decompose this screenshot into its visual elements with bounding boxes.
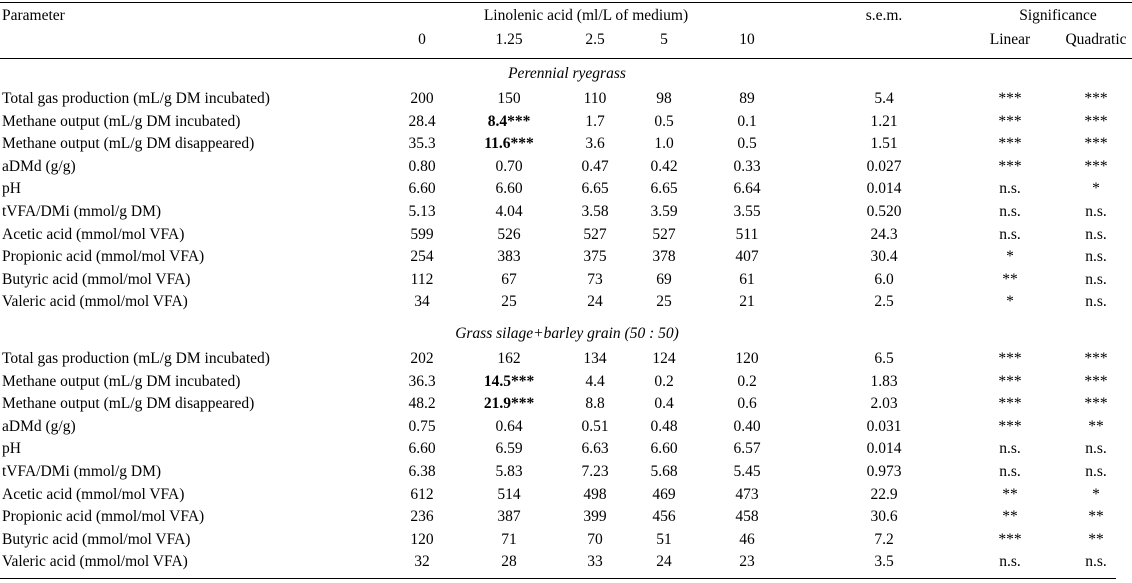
row-value: 0.75	[408, 417, 436, 435]
row-value: 0.47	[581, 157, 609, 175]
row-sem: 1.51	[870, 135, 898, 153]
row-value: 378	[652, 248, 676, 266]
row-parameter: Propionic acid (mmol/mol VFA)	[2, 248, 205, 266]
row-value: 0.40	[733, 417, 761, 435]
row-parameter: aDMd (g/g)	[2, 157, 76, 175]
row-linear-significance: **	[1002, 508, 1018, 526]
row-quadratic-significance: n.s.	[1085, 203, 1107, 220]
row-quadratic-significance: n.s.	[1085, 270, 1107, 288]
row-value: 0.1	[737, 112, 757, 130]
row-parameter: Total gas production (mL/g DM incubated)	[2, 90, 270, 107]
row-quadratic-significance: ***	[1084, 395, 1108, 413]
row-value: 28.4	[408, 112, 436, 130]
row-value: 0.70	[495, 157, 523, 175]
dose-header: 1.25	[495, 31, 523, 48]
row-value: 5.13	[408, 203, 436, 220]
top-rule	[0, 2, 1132, 3]
dose-header: 10	[739, 31, 755, 48]
row-value: 399	[583, 508, 607, 526]
row-linear-significance: n.s.	[999, 553, 1021, 571]
row-value: 5.45	[733, 463, 761, 480]
row-value: 599	[410, 225, 434, 243]
row-value: 71	[501, 530, 517, 548]
row-quadratic-significance: ***	[1084, 157, 1108, 175]
row-value: 514	[497, 485, 521, 503]
row-value: 236	[410, 508, 434, 526]
row-quadratic-significance: ***	[1084, 135, 1108, 153]
row-value: 1.7	[585, 112, 605, 130]
section-title	[508, 66, 626, 82]
row-value: 200	[410, 90, 434, 107]
row-sem: 0.014	[866, 180, 902, 198]
row-value: 473	[735, 485, 759, 503]
row-sem: 22.9	[870, 485, 898, 503]
row-value: 6.65	[581, 180, 609, 198]
row-value: 70	[587, 530, 603, 548]
bottom-rule	[0, 578, 1116, 579]
row-value: 469	[652, 485, 676, 503]
row-quadratic-significance: n.s.	[1085, 248, 1107, 266]
row-value: 35.3	[408, 135, 436, 153]
row-value: 5.83	[495, 463, 523, 480]
row-value: 458	[735, 508, 759, 526]
row-linear-significance: **	[1002, 270, 1018, 288]
section-title-main: Grass silage+barley grain	[455, 325, 625, 342]
row-sem: 6.0	[874, 270, 894, 288]
row-value: 0.5	[654, 112, 674, 130]
row-parameter: Methane output (mL/g DM incubated)	[2, 372, 241, 390]
row-sem: 30.6	[870, 508, 898, 526]
row-value: 36.3	[408, 372, 436, 390]
row-sem: 5.4	[874, 90, 894, 107]
row-parameter: Butyric acid (mmol/mol VFA)	[2, 530, 191, 548]
row-quadratic-significance: **	[1088, 417, 1104, 435]
row-sem: 0.520	[866, 203, 902, 220]
section-title-main: Perennial ryegrass	[508, 65, 626, 82]
row-value: 498	[583, 485, 607, 503]
row-linear-significance: ***	[998, 395, 1022, 413]
row-quadratic-significance: n.s.	[1085, 293, 1107, 311]
row-value: 89	[739, 90, 755, 107]
row-quadratic-significance: n.s.	[1085, 553, 1107, 571]
row-linear-significance: **	[1002, 485, 1018, 503]
row-value: 3.59	[650, 203, 678, 220]
row-linear-significance: ***	[998, 417, 1022, 435]
row-value: 6.65	[650, 180, 678, 198]
row-parameter: Methane output (mL/g DM disappeared)	[2, 395, 255, 413]
row-sem: 0.014	[866, 440, 902, 458]
section-title	[455, 326, 679, 342]
row-quadratic-significance: ***	[1084, 90, 1108, 107]
row-linear-significance: ***	[998, 112, 1022, 130]
row-value: 25	[501, 293, 517, 311]
row-value: 8.4***	[487, 112, 531, 130]
row-value: 612	[410, 485, 434, 503]
row-sem: 0.973	[866, 463, 902, 480]
row-parameter: aDMd (g/g)	[2, 417, 76, 435]
row-value: 124	[652, 350, 676, 367]
row-sem: 1.83	[870, 372, 898, 390]
header-parameter: Parameter	[2, 7, 65, 24]
row-value: 0.2	[737, 372, 757, 390]
row-linear-significance: ***	[998, 530, 1022, 548]
row-value: 23	[739, 553, 755, 571]
row-value: 48.2	[408, 395, 436, 413]
row-value: 526	[497, 225, 521, 243]
row-quadratic-significance: *	[1092, 180, 1100, 198]
row-value: 0.48	[650, 417, 678, 435]
row-parameter: Valeric acid (mmol/mol VFA)	[2, 553, 188, 571]
row-value: 0.4	[654, 395, 674, 413]
row-value: 46	[739, 530, 755, 548]
row-linear-significance: n.s.	[999, 203, 1021, 220]
row-parameter: Valeric acid (mmol/mol VFA)	[2, 293, 188, 311]
row-sem: 6.5	[874, 350, 894, 367]
row-parameter: Butyric acid (mmol/mol VFA)	[2, 270, 191, 288]
row-sem: 24.3	[870, 225, 898, 243]
row-sem: 2.03	[870, 395, 898, 413]
row-linear-significance: ***	[998, 90, 1022, 107]
header-sem: s.e.m.	[865, 7, 903, 24]
row-parameter: Acetic acid (mmol/mol VFA)	[2, 225, 185, 243]
row-value: 0.51	[581, 417, 609, 435]
row-value: 6.60	[495, 180, 523, 198]
row-value: 0.33	[733, 157, 761, 175]
row-linear-significance: n.s.	[999, 463, 1021, 480]
row-value: 0.2	[654, 372, 674, 390]
row-sem: 2.5	[874, 293, 894, 311]
row-value: 110	[583, 90, 607, 107]
row-value: 120	[735, 350, 759, 367]
row-value: 6.64	[733, 180, 761, 198]
row-value: 8.8	[585, 395, 605, 413]
row-value: 5.68	[650, 463, 678, 480]
row-value: 112	[410, 270, 434, 288]
row-parameter: Propionic acid (mmol/mol VFA)	[2, 508, 205, 526]
row-value: 7.23	[581, 463, 609, 480]
row-sem: 1.21	[870, 112, 898, 130]
row-quadratic-significance: n.s.	[1085, 463, 1107, 480]
row-linear-significance: *	[1006, 293, 1014, 311]
row-value: 0.64	[495, 417, 523, 435]
row-value: 162	[497, 350, 521, 367]
row-linear-significance: ***	[998, 157, 1022, 175]
row-sem: 3.5	[874, 553, 894, 571]
row-parameter: pH	[2, 180, 21, 198]
dose-header: 0	[418, 31, 426, 48]
row-quadratic-significance: ***	[1084, 112, 1108, 130]
row-value: 98	[656, 90, 672, 107]
row-value: 254	[410, 248, 434, 266]
row-value: 6.59	[495, 440, 523, 458]
row-value: 34	[414, 293, 430, 311]
row-sem: 7.2	[874, 530, 894, 548]
row-linear-significance: n.s.	[999, 225, 1021, 243]
dose-header: 2.5	[585, 31, 605, 48]
row-quadratic-significance: *	[1092, 485, 1100, 503]
row-value: 1.0	[654, 135, 674, 153]
row-parameter: Methane output (mL/g DM disappeared)	[2, 135, 255, 153]
row-value: 21	[739, 293, 755, 311]
row-quadratic-significance: **	[1088, 530, 1104, 548]
row-value: 4.04	[495, 203, 523, 220]
row-value: 3.58	[581, 203, 609, 220]
row-value: 527	[652, 225, 676, 243]
row-parameter: Methane output (mL/g DM incubated)	[2, 112, 241, 130]
row-value: 6.60	[650, 440, 678, 458]
row-value: 0.5	[737, 135, 757, 153]
row-value: 14.5***	[483, 372, 535, 390]
row-value: 24	[656, 553, 672, 571]
row-value: 67	[501, 270, 517, 288]
header-quadratic: Quadratic	[1065, 31, 1127, 48]
row-quadratic-significance: ***	[1084, 350, 1108, 367]
row-value: 25	[656, 293, 672, 311]
header-rule	[0, 58, 1132, 59]
row-value: 73	[587, 270, 603, 288]
row-quadratic-significance: n.s.	[1085, 225, 1107, 243]
row-linear-significance: *	[1006, 248, 1014, 266]
row-value: 6.38	[408, 463, 436, 480]
row-value: 0.80	[408, 157, 436, 175]
row-linear-significance: ***	[998, 350, 1022, 367]
row-value: 202	[410, 350, 434, 367]
row-value: 0.6	[737, 395, 757, 413]
row-value: 134	[583, 350, 607, 367]
row-linear-significance: n.s.	[999, 440, 1021, 458]
row-linear-significance: ***	[998, 135, 1022, 153]
row-value: 11.6***	[484, 135, 534, 153]
row-parameter: Acetic acid (mmol/mol VFA)	[2, 485, 185, 503]
row-sem: 0.027	[866, 157, 902, 175]
row-parameter: Total gas production (mL/g DM incubated)	[2, 350, 270, 367]
row-linear-significance: n.s.	[999, 180, 1021, 198]
header-significance: Significance	[1019, 7, 1097, 24]
row-value: 6.57	[733, 440, 761, 458]
row-parameter: pH	[2, 440, 21, 458]
row-value: 6.60	[408, 180, 436, 198]
row-value: 120	[410, 530, 434, 548]
row-value: 375	[583, 248, 607, 266]
row-parameter: tVFA/DMi (mmol/g DM)	[2, 463, 162, 480]
row-value: 61	[739, 270, 755, 288]
row-value: 51	[656, 530, 672, 548]
row-parameter: tVFA/DMi (mmol/g DM)	[2, 203, 162, 220]
row-value: 69	[656, 270, 672, 288]
section-title-ratio: (50 : 50)	[624, 325, 679, 342]
row-value: 407	[735, 248, 759, 266]
row-value: 32	[414, 553, 430, 571]
row-quadratic-significance: **	[1088, 508, 1104, 526]
row-sem: 0.031	[866, 417, 902, 435]
row-value: 0.42	[650, 157, 678, 175]
dose-header: 5	[660, 31, 668, 48]
row-value: 24	[587, 293, 603, 311]
row-sem: 30.4	[870, 248, 898, 266]
row-value: 527	[583, 225, 607, 243]
row-value: 28	[501, 553, 517, 571]
row-value: 387	[497, 508, 521, 526]
row-value: 33	[587, 553, 603, 571]
row-value: 21.9***	[483, 395, 535, 413]
row-linear-significance: ***	[998, 372, 1022, 390]
header-linear: Linear	[989, 31, 1031, 48]
row-quadratic-significance: ***	[1084, 372, 1108, 390]
row-quadratic-significance: n.s.	[1085, 440, 1107, 458]
row-value: 6.63	[581, 440, 609, 458]
row-value: 4.4	[585, 372, 605, 390]
row-value: 3.6	[585, 135, 605, 153]
header-linolenic: Linolenic acid (ml/L of medium)	[483, 7, 689, 24]
row-value: 383	[497, 248, 521, 266]
row-value: 3.55	[733, 203, 761, 220]
row-value: 511	[735, 225, 759, 243]
row-value: 456	[652, 508, 676, 526]
row-value: 6.60	[408, 440, 436, 458]
row-value: 150	[497, 90, 521, 107]
